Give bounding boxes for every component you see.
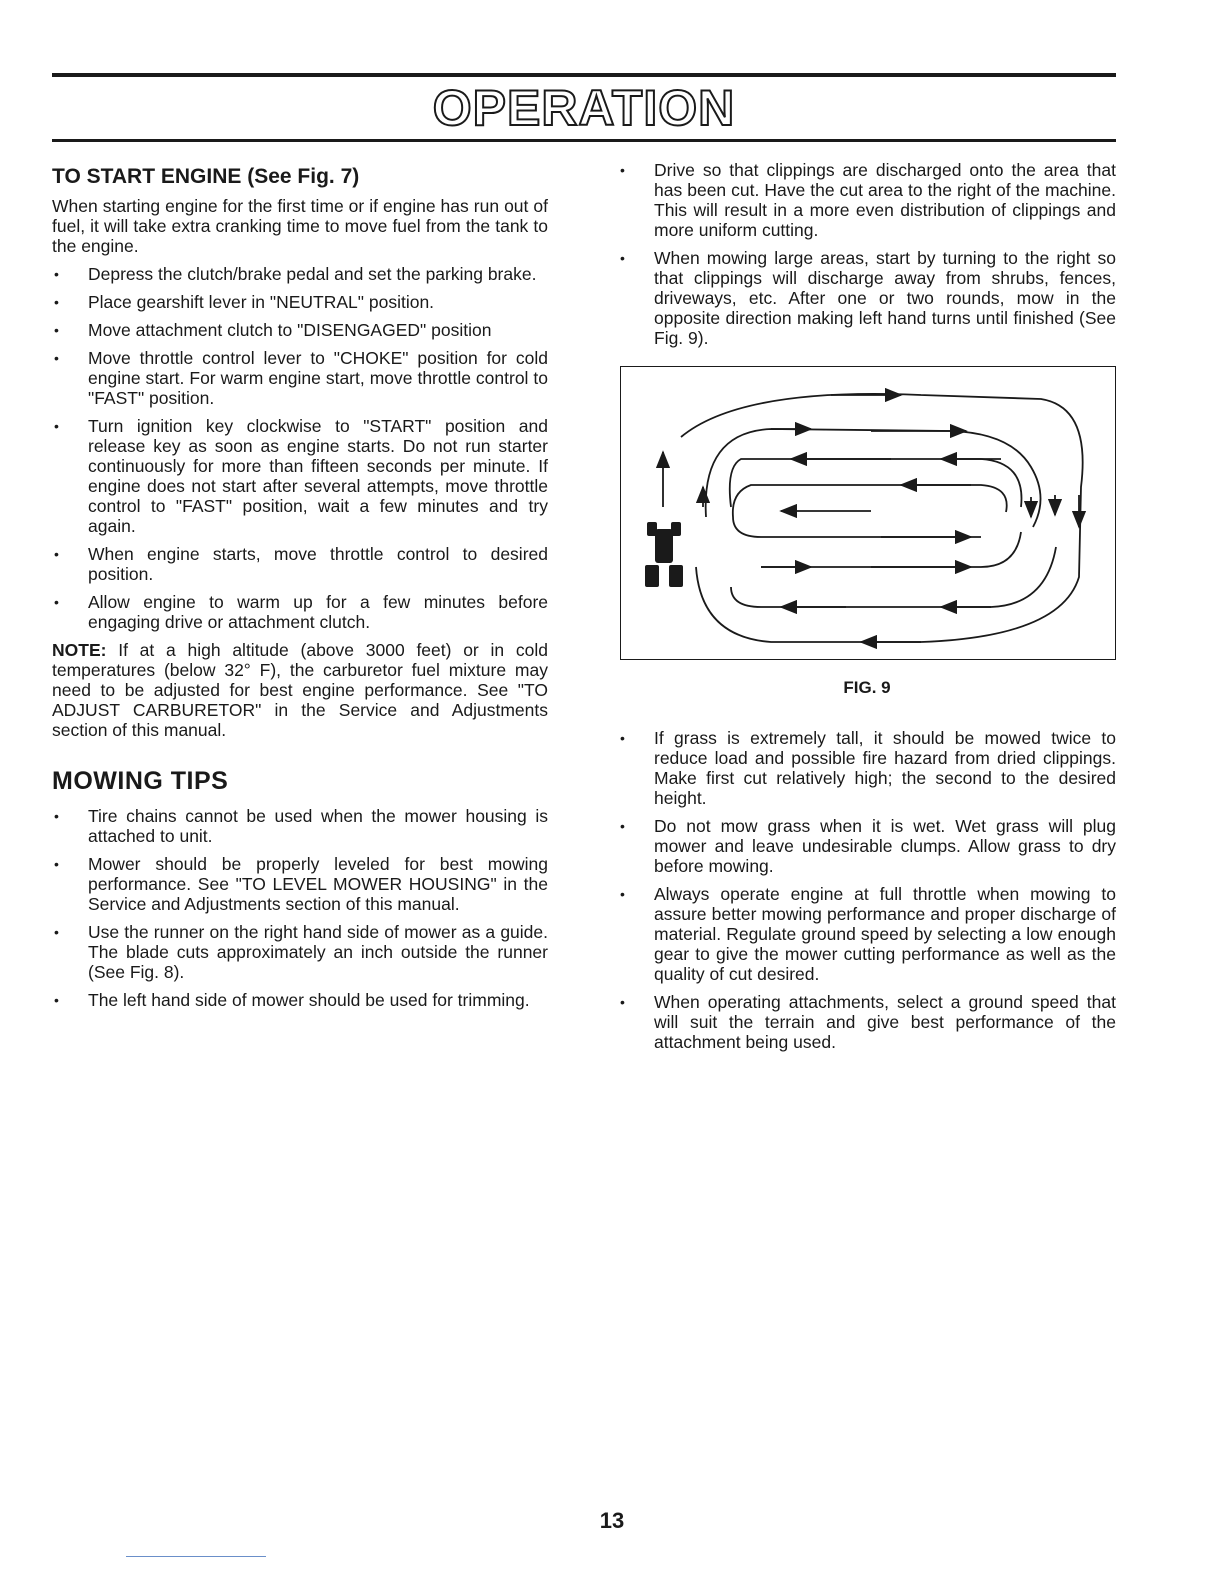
mowing-tips-list-right-top — [618, 160, 1116, 348]
note-label: NOTE: — [52, 640, 107, 660]
page-title: OPERATION — [432, 80, 736, 136]
list-item: • Do not mow grass when it is wet. Wet grass will plug mower and leave undesirable clumps. Allow grass to dry before mowing. — [618, 816, 1116, 876]
list-item: • Use the runner on the right hand side of mower as a guide. The blade cuts approximately an inch outside the runner (See Fig. 8). — [52, 922, 548, 982]
figure-9 — [620, 366, 1116, 660]
start-engine-intro: When starting engine for the first time or if engine has run out of fuel, it will take extra cranking time to move fuel from the tank to the engine. — [52, 196, 548, 256]
list-item: • Mower should be properly leveled for best mowing performance. See "TO LEVEL MOWER HOUSING" in the Service and Adjustments section of this manual. — [52, 854, 548, 914]
start-engine-heading: TO START ENGINE (See Fig. 7) — [52, 165, 360, 188]
scan-mark — [126, 1556, 266, 1557]
figure-caption: FIG. 9 — [843, 678, 891, 697]
title-rule — [52, 139, 1116, 142]
list-item: • Move attachment clutch to "DISENGAGED" position — [52, 320, 548, 340]
list-item: • Turn ignition key clockwise to "START" position and release key as soon as engine starts. Do not run starter continuously for more than fifteen seconds per minute. If engine does not start after several attempts, move throttle control to "FAST" position, wait a few minutes and try again. — [52, 416, 548, 536]
top-rule — [52, 73, 1116, 77]
list-item: • When operating attachments, select a ground speed that will suit the terrain and give best performance of the attachment being used. — [618, 992, 1116, 1052]
mowing-tips-heading: MOWING TIPS — [52, 767, 229, 795]
mowing-pattern-diagram — [621, 367, 1115, 659]
tractor-icon — [645, 522, 683, 587]
list-item: • When engine starts, move throttle control to desired position. — [52, 544, 548, 584]
list-item: • If grass is extremely tall, it should be mowed twice to reduce load and possible fire hazard from dried clippings. Make first cut relatively high; the second to the desired height. — [618, 728, 1116, 808]
note-text: If at a high altitude (above 3000 feet) or in cold temperatures (below 32° F), the carburetor fuel mixture may need to be adjusted for best engine performance. See "TO ADJUST CARBURETOR" in the Service and Adjustments section of this manual. — [52, 640, 548, 740]
page-number: 13 — [599, 1508, 625, 1533]
right-column — [618, 160, 1116, 1060]
list-item: • Drive so that clippings are discharged onto the area that has been cut. Have the cut area to the right of the machine. This will result in a more even distribution of clippings and more uniform cutting. — [618, 160, 1116, 240]
mowing-tips-list-right-bottom — [618, 728, 1116, 1052]
start-engine-steps — [52, 264, 548, 632]
note-paragraph — [52, 640, 548, 740]
list-item: • Place gearshift lever in "NEUTRAL" position. — [52, 292, 548, 312]
list-item: • Always operate engine at full throttle when mowing to assure better mowing performance and proper discharge of material. Regulate ground speed by selecting a low enough gear to give the mower cutting performance as well as the quality of cut desired. — [618, 884, 1116, 984]
list-item: • When mowing large areas, start by turning to the right so that clippings will discharge away from shrubs, fences, driveways, etc. After one or two rounds, mow in the opposite direction making left hand turns until finished (See Fig. 9). — [618, 248, 1116, 348]
left-column — [52, 160, 548, 1018]
list-item: • Move throttle control lever to "CHOKE" position for cold engine start. For warm engine start, move throttle control to "FAST" position. — [52, 348, 548, 408]
list-item: • The left hand side of mower should be used for trimming. — [52, 990, 548, 1010]
mowing-tips-list-left — [52, 806, 548, 1010]
list-item: • Depress the clutch/brake pedal and set the parking brake. — [52, 264, 548, 284]
list-item: • Allow engine to warm up for a few minutes before engaging drive or attachment clutch. — [52, 592, 548, 632]
list-item: • Tire chains cannot be used when the mower housing is attached to unit. — [52, 806, 548, 846]
